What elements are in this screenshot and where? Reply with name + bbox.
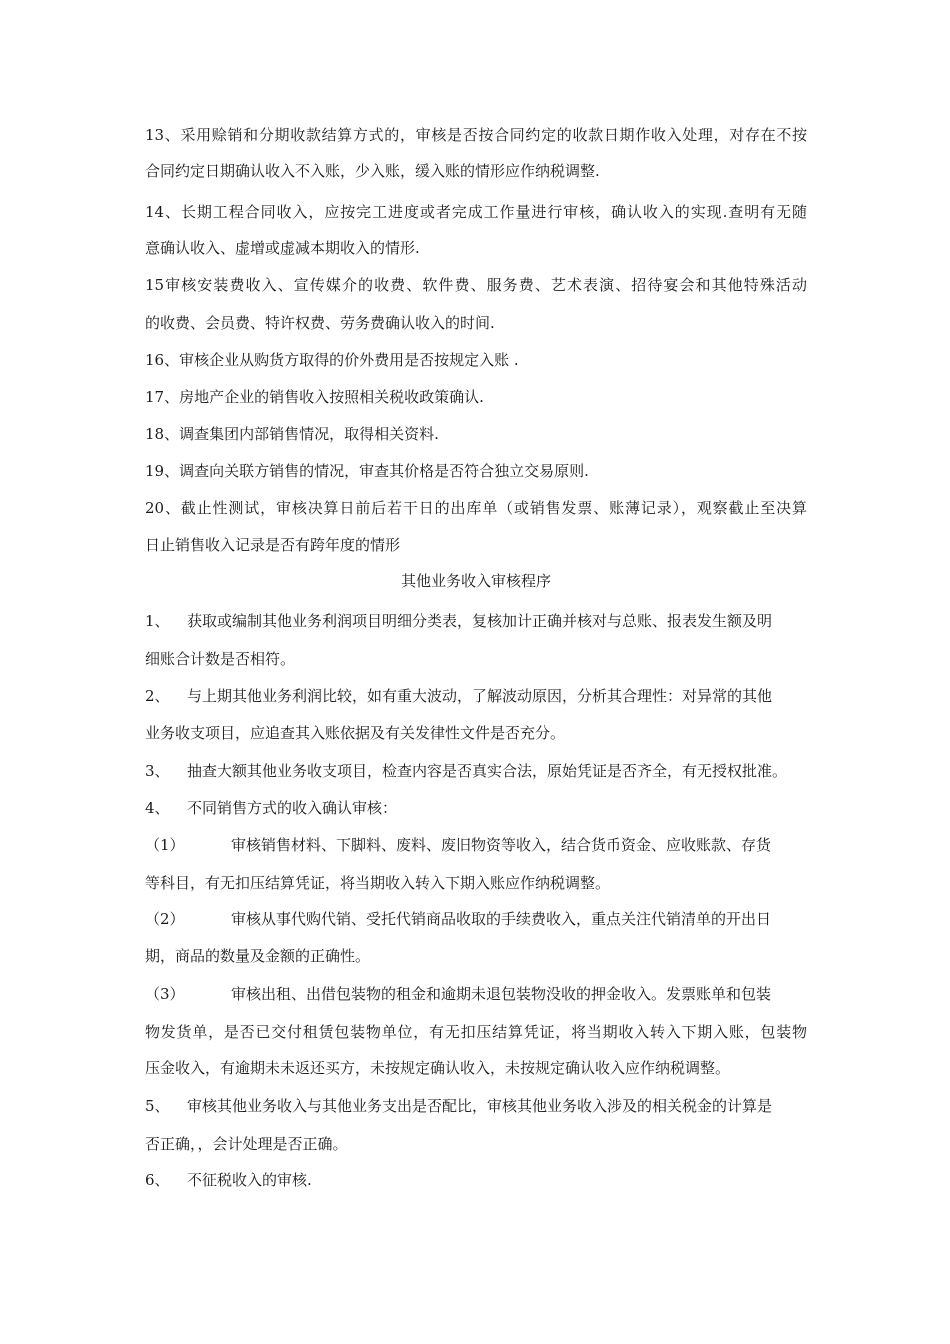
- subitem-3-line-3: 压金收入，有逾期未未返还买方，未按规定确认收入，未按规定确认收入应作纳税调整。: [145, 1059, 731, 1077]
- item-5-line-1: [145, 1096, 807, 1116]
- subitem-3-number: （3）: [145, 985, 185, 1003]
- item-2-number: 2、: [145, 687, 170, 705]
- item-4-number: 4、: [145, 799, 170, 817]
- subitem-2-number: （2）: [145, 910, 185, 928]
- item-3-text: 抽查大额其他业务收支项目，检查内容是否真实合法，原始凭证是否齐全，有无授权批准。: [187, 762, 788, 780]
- paragraph-20-line-2: 日止销售收入记录是否有跨年度的情形: [145, 536, 401, 554]
- subitem-3-text: 审核出租、出借包装物的租金和逾期未退包装物没收的押金收入。发票账单和包装: [231, 985, 772, 1003]
- paragraph-16: 16、审核企业从购货方取得的价外费用是否按规定入账 .: [145, 351, 519, 369]
- item-4-text: 不同销售方式的收入确认审核：: [187, 799, 398, 817]
- subitem-3-line-2: 物发货单，是否已交付租赁包装物单位，有无扣压结算凭证，将当期收入转入下期入账，包装物: [145, 1023, 807, 1041]
- item-2-text: 与上期其他业务利润比较，如有重大波动，了解波动原因，分析其合理性：对异常的其他: [187, 687, 773, 705]
- paragraph-13-line-2: 合同约定日期确认收入不入账，少入账，缓入账的情形应作纳税调整.: [145, 162, 600, 180]
- paragraph-20-line-1: 20、截止性测试，审核决算日前后若干日的出库单（或销售发票、账薄记录），观察截止至决算: [145, 499, 807, 517]
- item-1-line-2: 细账合计数是否相符。: [145, 650, 296, 668]
- item-3-number: 3、: [145, 762, 170, 780]
- subitem-2-line-1: [145, 909, 807, 929]
- paragraph-14-line-2: 意确认收入、虚增或虚减本期收入的情形.: [145, 239, 420, 257]
- paragraph-18: 18、调查集团内部销售情况，取得相关资料.: [145, 425, 439, 443]
- paragraph-15-line-2: 的收费、会员费、特许权费、劳务费确认收入的时间.: [145, 314, 495, 332]
- subitem-3-line-1: [145, 984, 807, 1004]
- item-5-number: 5、: [145, 1097, 170, 1115]
- item-6-line-1: [145, 1170, 807, 1190]
- subitem-2-line-2: 期，商品的数量及金额的正确性。: [145, 947, 371, 965]
- paragraph-17: 17、房地产企业的销售收入按照相关税收政策确认.: [145, 388, 484, 406]
- item-2-line-2: 业务收支项目，应追查其入账依据及有关发律性文件是否充分。: [145, 724, 566, 742]
- paragraph-13-line-1: 13、采用赊销和分期收款结算方式的，审核是否按合同约定的收款日期作收入处理，对存在不按: [145, 126, 807, 144]
- subitem-2-text: 审核从事代购代销、受托代销商品收取的手续费收入，重点关注代销清单的开出日: [231, 910, 772, 928]
- subitem-1-number: （1）: [145, 836, 185, 854]
- item-5-text: 审核其他业务收入与其他业务支出是否配比，审核其他业务收入涉及的相关税金的计算是: [187, 1097, 773, 1115]
- subitem-1-line-1: [145, 835, 807, 855]
- item-1-text: 获取或编制其他业务利润项目明细分类表，复核加计正确并核对与总账、报表发生额及明: [187, 612, 773, 630]
- subitem-1-line-2: 等科目，有无扣压结算凭证，将当期收入转入下期入账应作纳税调整。: [145, 874, 611, 892]
- item-6-text: 不征税收入的审核.: [187, 1171, 312, 1189]
- item-3-line-1: [145, 761, 807, 781]
- item-1-line-1: [145, 611, 807, 631]
- item-6-number: 6、: [145, 1171, 170, 1189]
- section-title: 其他业务收入审核程序: [400, 572, 551, 590]
- item-5-line-2: 否正确，，会计处理是否正确。: [145, 1135, 348, 1153]
- subitem-1-text: 审核销售材料、下脚料、废料、废旧物资等收入，结合货币资金、应收账款、存货: [231, 836, 772, 854]
- item-1-number: 1、: [145, 612, 170, 630]
- item-4-line-1: [145, 798, 807, 818]
- paragraph-15-line-1: 15审核安装费收入、宣传媒介的收费、软件费、服务费、艺术表演、招待宴会和其他特殊活动: [145, 276, 807, 294]
- paragraph-19: 19、调查向关联方销售的情况，审查其价格是否符合独立交易原则.: [145, 462, 589, 480]
- paragraph-14-line-1: 14、长期工程合同收入，应按完工进度或者完成工作量进行审核，确认收入的实现.查明有无随: [145, 203, 807, 221]
- item-2-line-1: [145, 686, 807, 706]
